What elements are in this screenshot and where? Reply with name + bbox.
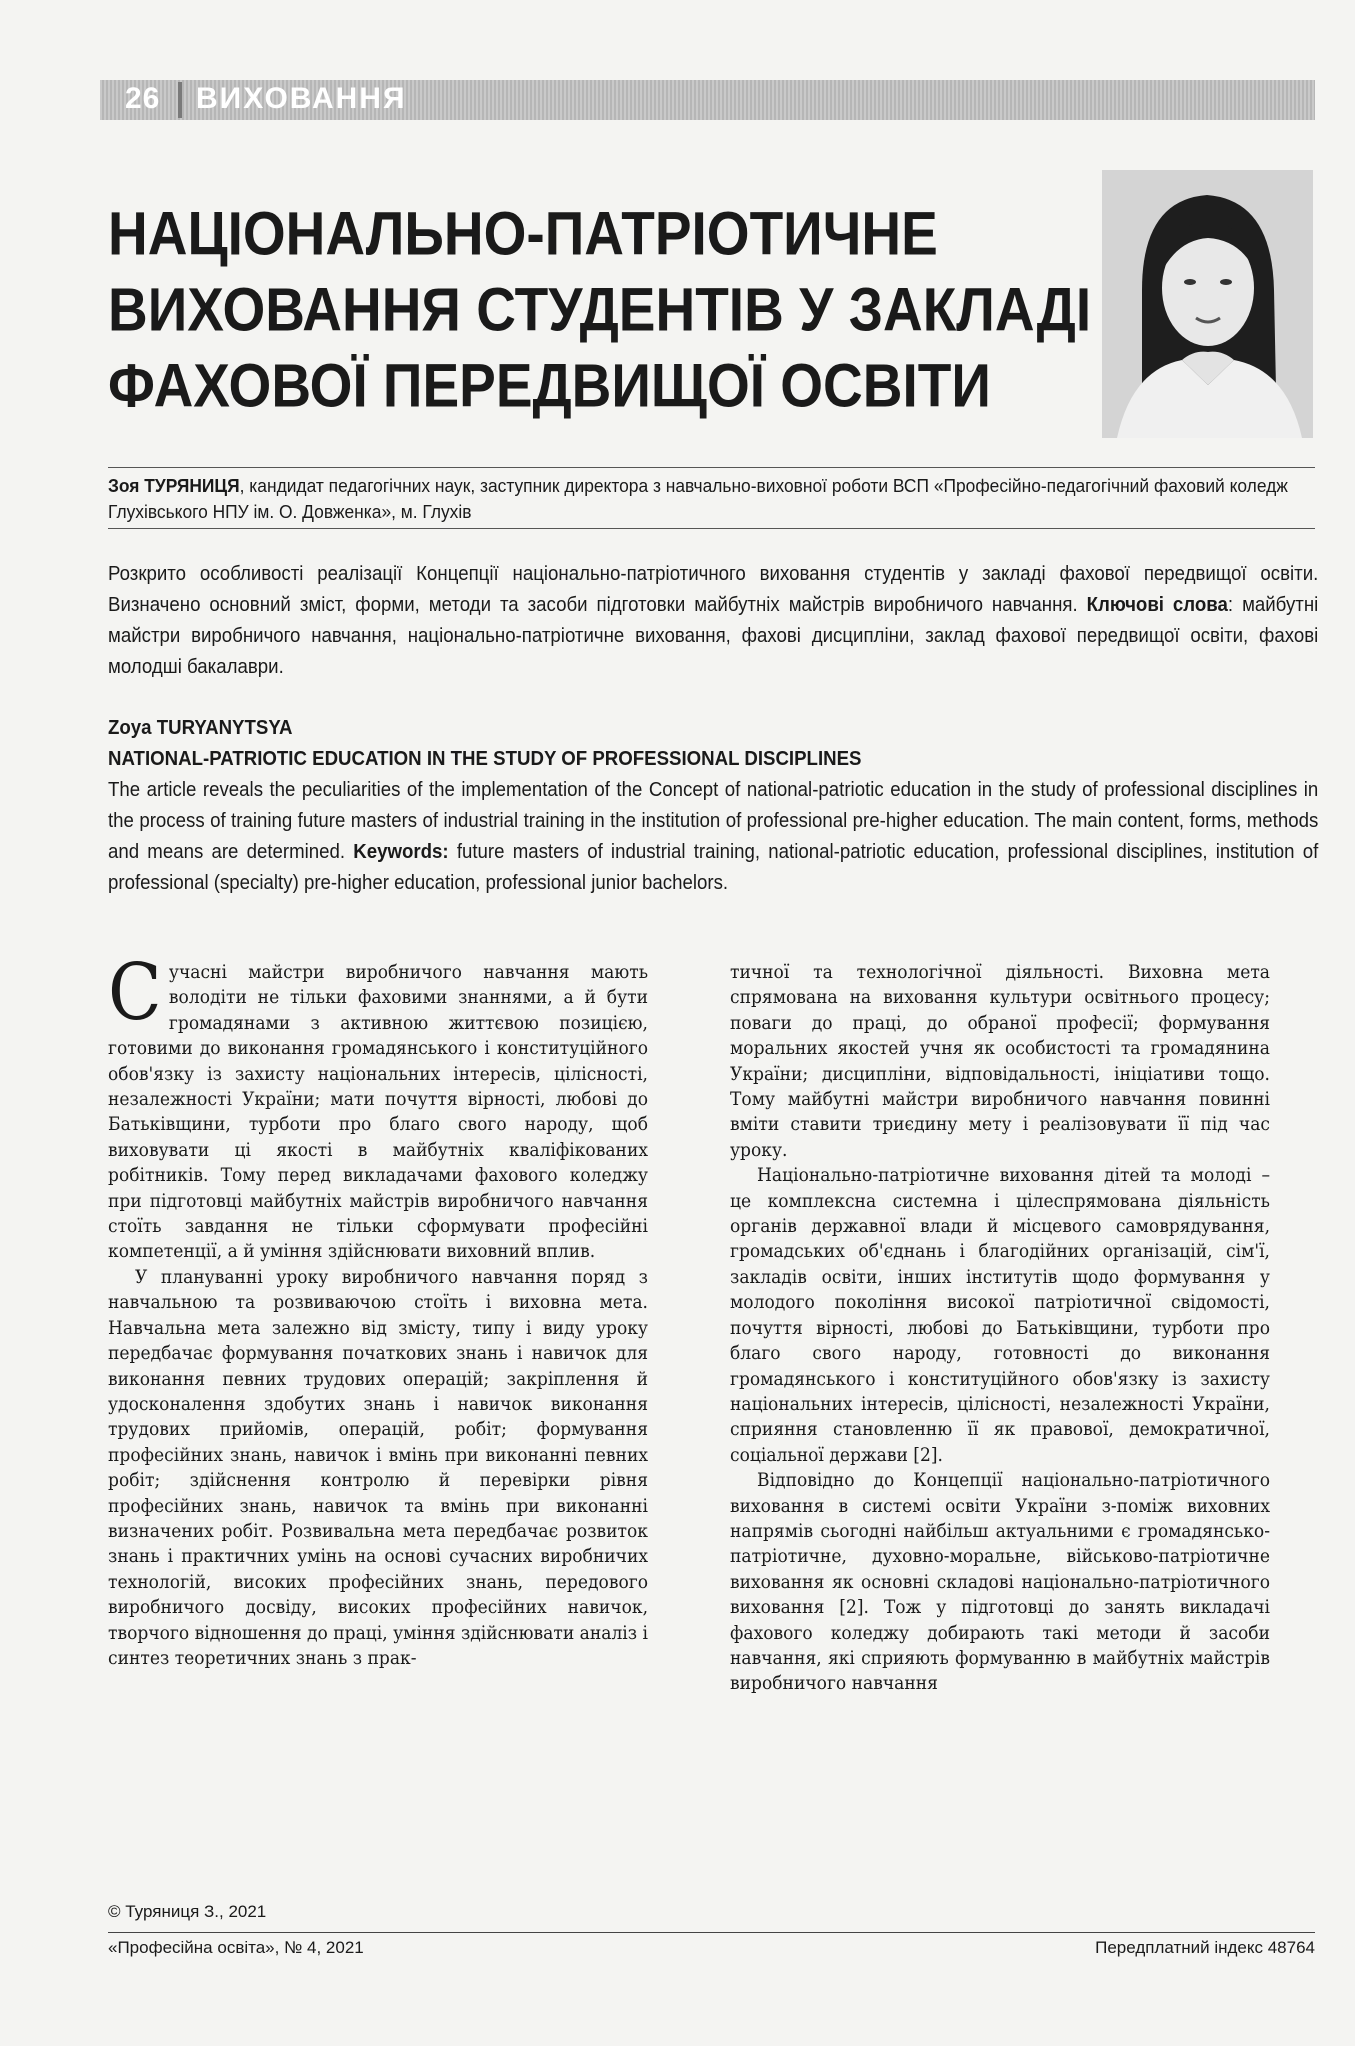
- author-details: , кандидат педагогічних наук, заступник директора з навчально-виховної роботи ВСП «Професійно-педагогічний фаховий коледж Глухівського НПУ ім. О. Довженка», м. Глухів: [108, 475, 1288, 522]
- body-paragraph: Національно-патріотичне виховання дітей та молоді – це комплексна системна і цілеспрямована діяльність органів державної влади й місцевого самоврядування, громадських об'єднань і благодійних організацій, сім'ї, закладів освіти, інших інститутів щодо формування у молодого покоління високої патріотичної свідомості, почуття вірності, любові до Батьківщини, турботи про благо свого народу, готовності до виконання громадянського і конституційного обов'язку із захисту національних інтересів, цілісності, незалежності України, сприяння становленню її як правової, демократичної, соціальної держави [2].: [730, 1164, 1270, 1466]
- section-header: [100, 80, 1315, 120]
- body-paragraph: У плануванні уроку виробничого навчання поряд з навчальною та розвиваючою стоїть і виховна мета. Навчальна мета залежно від змісту, типу і виду уроку передбачає формування початкових знань і навичок для виконання певних трудових операцій; закріплення й удосконалення здобутих знань і навичок виконання трудових прийомів, операцій, робіт; формування професійних знань, навичок і вмінь при виконанні певних робіт; здійснення контролю й перевірки рівня професійних знань, навичок та вмінь при виконанні визначених робіт. Розвивальна мета передбачає розвиток знань і практичних умінь на основі сучасних виробничих технологій, високих професійних знань, передового виробничого досвіду, високих професійних навичок, творчого відношення до праці, уміння здійснювати аналіз і синтез теоретичних знань з прак-: [108, 1265, 649, 1669]
- author-photo: [1102, 170, 1313, 438]
- abstract-ua-text: Розкрито особливості реалізації Концепції національно-патріотичного виховання студентів у закладі фахової передвищої освіти. Визначено основний зміст, форми, методи та засоби підготовки майбутніх майстрів виробничого навчання.: [108, 562, 1319, 616]
- title-line: НАЦІОНАЛЬНО-ПАТРІОТИЧНЕ: [108, 198, 938, 268]
- body-column-left: [108, 948, 649, 1671]
- article-title: [108, 195, 1092, 423]
- author-info: [108, 473, 1315, 525]
- abstract-english: [108, 712, 1318, 898]
- section-title: ВИХОВАННЯ: [196, 82, 407, 115]
- keywords-en-label: Keywords:: [353, 840, 449, 863]
- keywords-ua: : майбутні майстри виробничого навчання, національно-патріотичне виховання, фахові дисципліни, заклад фахової передвищої освіти, фахові молодші бакалаври.: [108, 593, 1319, 678]
- body-paragraph: тичної та технологічної діяльності. Виховна мета спрямована на виховання культури освітнього процесу; поваги до праці, до обраної професії; формування моральних якостей учня як особистості та громадянина України; дисципліни, відповідальності, ініціативи тощо. Тому майбутні майстри виробничого навчання повинні вміти ставити триєдину мету і реалізовувати її під час уроку.: [730, 961, 1270, 1161]
- keywords-ua-label: Ключові слова: [1086, 593, 1228, 616]
- title-en: NATIONAL-PATRIOTIC EDUCATION IN THE STUDY OF PROFESSIONAL DISCIPLINES: [108, 747, 862, 770]
- body-column-right: [730, 960, 1270, 1697]
- copyright-notice: © Туряниця З., 2021: [108, 1902, 267, 1921]
- author-name: Зоя ТУРЯНИЦЯ: [108, 475, 240, 496]
- page-number: 26: [125, 82, 161, 115]
- abstract-ukrainian: [108, 558, 1318, 682]
- footer-rule: [108, 1932, 1315, 1933]
- author-name-en: Zoya TURYANYTSYA: [108, 716, 293, 739]
- paragraph-text: учасні майстри виробничого навчання мають володіти не тільки фаховими знаннями, а й бути громадянами з активною життєвою позицією, готовими до виконання громадянського і конституційного обов'язку із захисту національних інтересів, цілісності, незалежності України; мати почуття вірності, любові до Батьківщини, турботи про благо свого народу, щоб виховувати ці якості в майбутніх кваліфікованих робітників. Тому перед викладачами фахового коледжу при підготовці майбутніх майстрів виробничого навчання стоїть завдання не тільки сформувати професійні компетенції, а й уміння здійснювати виховний вплив.: [108, 961, 648, 1263]
- body-paragraph: [108, 948, 648, 1265]
- author-rule-top: [108, 467, 1315, 468]
- footer-index: Передплатний індекс 48764: [1095, 1938, 1315, 1957]
- author-rule-bottom: [108, 528, 1315, 529]
- title-line: ВИХОВАННЯ СТУДЕНТІВ У ЗАКЛАДІ: [108, 274, 1092, 344]
- drop-cap: С: [108, 948, 162, 1038]
- title-line: ФАХОВОЇ ПЕРЕДВИЩОЇ ОСВІТИ: [108, 350, 991, 421]
- abstract-en-text: The article reveals the peculiarities of the implementation of the Concept of national-patriotic education in the study of professional disciplines in the process of training future masters of industrial training in the institution of professional pre-higher education. The main content, forms, methods and means are determined.: [108, 778, 1319, 863]
- body-paragraph: Відповідно до Концепції національно-патріотичного виховання в системі освіти України з-поміж виховних напрямів сьогодні найбільш актуальними є громадянсько-патріотичне, духовно-моральне, військово-патріотичне виховання як основні складові національно-патріотичного виховання [2]. Тож у підготовці до занять викладачі фахового коледжу добирають такі методи й засоби навчання, які сприяють формуванню в майбутніх майстрів виробничого навчання: [730, 1469, 1270, 1695]
- keywords-en: future masters of industrial training, national-patriotic education, professional disciplines, institution of professional (specialty) pre-higher education, professional junior bachelors.: [108, 840, 1319, 894]
- footer-journal: «Професійна освіта», № 4, 2021: [108, 1938, 364, 1957]
- header-divider: [178, 82, 182, 118]
